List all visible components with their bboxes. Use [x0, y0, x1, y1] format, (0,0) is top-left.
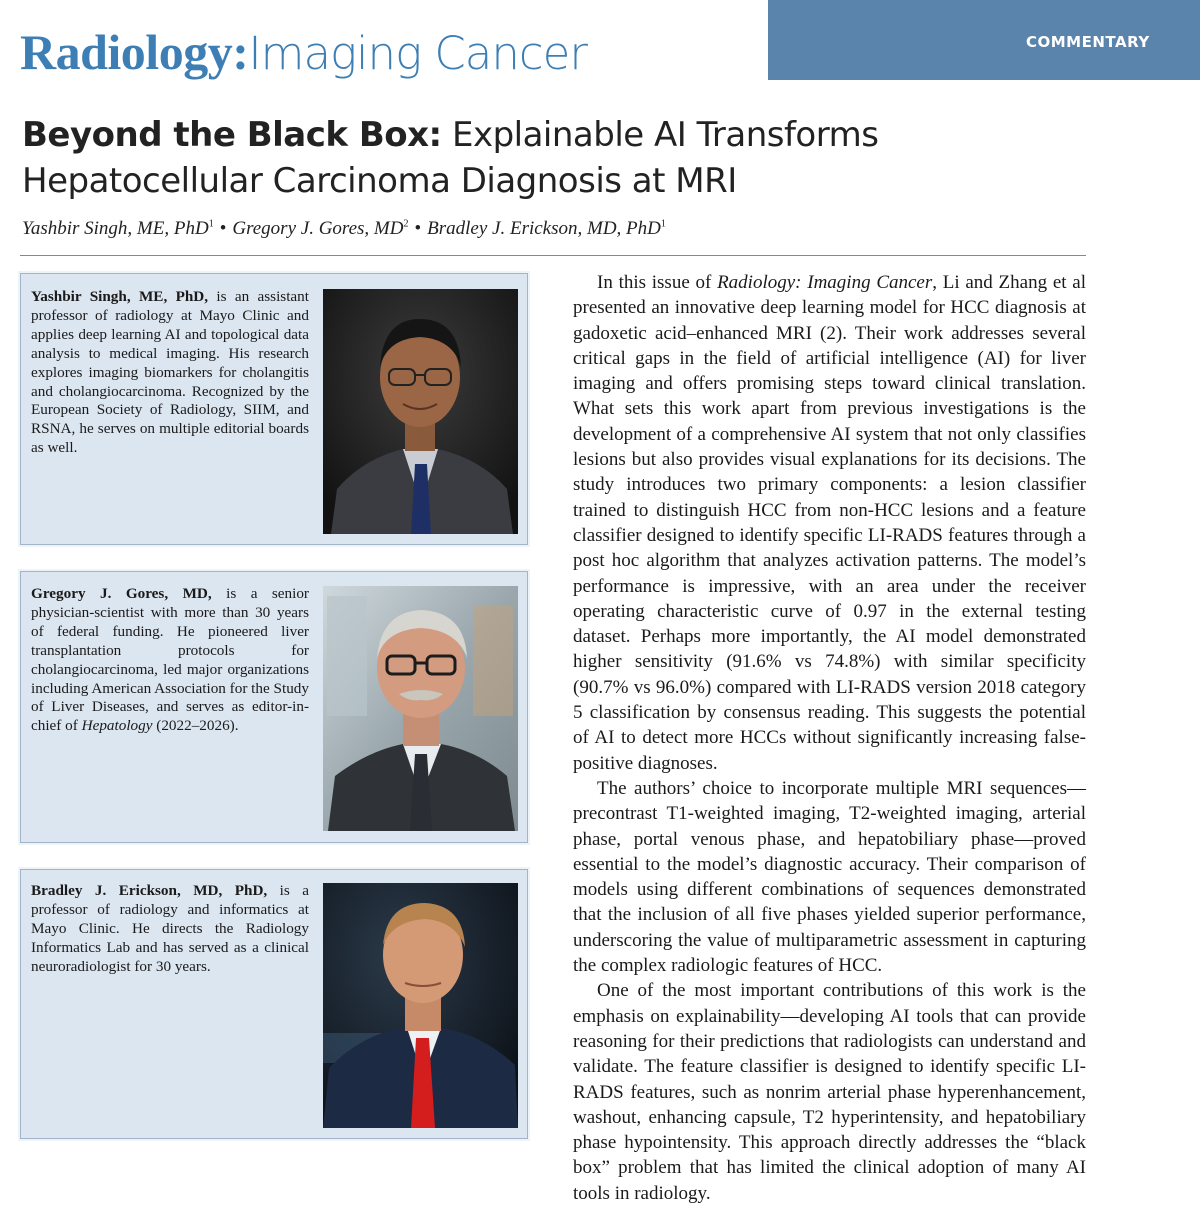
body-paragraph [573, 270, 1086, 776]
bio-author-name: Yashbir Singh, ME, PhD, [31, 288, 209, 305]
body-paragraph: One of the most important contributions of this work is the emphasis on explainability—developing AI tools that can provide reasoning for their predictions that radiologists can understand and validate. The feature classifier is designed to identify specific LI-RADS features, such as nonrim arterial phase hyperenhancement, washout, enhancing capsule, T2 hyperintensity, and hepatobiliary phase hypointensity. This approach directly addresses the “black box” problem that has limited the clinical adoption of many AI tools in radiology. [573, 980, 1086, 1204]
journal-reference: Radiology: Imaging Cancer [717, 272, 933, 293]
bio-description-tail: (2022–2026). [152, 717, 239, 735]
author-bio-card [20, 273, 528, 545]
article-title-rest: Explainable AI Transforms Hepatocellular Carcinoma Diagnosis at MRI [22, 115, 879, 201]
author-separator: • [414, 218, 422, 239]
author-portrait [323, 586, 518, 831]
paragraph-text: , Li and Zhang et al presented an innovative deep learning model for HCC diagnosis at gadoxetic acid–enhanced MRI (2). Their work addresses several critical gaps in the field of artificial intelligence (AI) for liver imaging and offers promising steps toward clinical translation. What sets this work apart from previous investigations is the development of a comprehensive AI system that not only classifies lesions but also provides visual explanations for its decisions. The study introduces two primary components: a lesion classifier trained to distinguish HCC from non-HCC lesions and a feature classifier designed to identify specific LI-RADS features through a post hoc algorithm that analyzes activation patterns. The model’s performance is impressive, with an area under the receiver operating characteristic curve of 0.97 in the external testing dataset. Perhaps more importantly, the AI model demonstrated higher sensitivity (91.6% vs 74.8%) with similar specificity (90.7% vs 96.0%) compared with LI-RADS version 2018 category 5 classification by consensus reading. This suggests the potential of AI to detect more HCCs without significantly increasing false-positive diagnoses. [573, 272, 1086, 774]
author-bio-text [31, 585, 309, 736]
header-divider [20, 255, 1086, 256]
author-portrait [323, 289, 518, 534]
author-bio-text [31, 882, 309, 977]
bio-description: is a professor of radiology and informatics at Mayo Clinic. He directs the Radiology Informatics Lab and has served as a clinical neuroradiologist for 30 years. [31, 882, 309, 975]
journal-name-serif: Radiology: [20, 24, 249, 80]
author-name: Yashbir Singh, ME, PhD [22, 218, 209, 239]
article-title [22, 112, 1122, 204]
author-affiliation: 1 [208, 218, 214, 230]
author-name: Gregory J. Gores, MD [232, 218, 404, 239]
bio-description: is a senior physician-scientist with more than 30 years of federal funding. He pioneered liver transplantation protocols for cholangiocarcinoma, led major organizations including American Association for the Study of Liver Diseases, and serves as editor-in-chief of [31, 585, 309, 735]
author-bio-card [20, 869, 528, 1139]
author-bio-text [31, 288, 309, 458]
bio-author-name: Bradley J. Erickson, MD, PhD, [31, 882, 268, 899]
bio-author-name: Gregory J. Gores, MD, [31, 585, 212, 602]
author-portrait [323, 883, 518, 1128]
author-bio-card [20, 571, 528, 843]
author-separator: • [219, 218, 227, 239]
journal-title [20, 22, 587, 84]
section-label: COMMENTARY [768, 0, 1200, 80]
journal-name-sans: Imaging Cancer [248, 27, 587, 80]
author-list [22, 218, 1122, 240]
article-title-lead: Beyond the Black Box: [22, 115, 442, 155]
article-body [573, 270, 1086, 1206]
author-affiliation: 2 [403, 218, 409, 230]
paragraph-text: In this issue of [597, 272, 718, 293]
author-affiliation: 1 [660, 218, 666, 230]
bio-journal-name: Hepatology [81, 717, 153, 735]
bio-description: is an assistant professor of radiology at Mayo Clinic and applies deep learning AI and topological data analysis to medical imaging. His research explores imaging biomarkers for cholangitis and cholangiocarcinoma. Recognized by the European Society of Radiology, SIIM, and RSNA, he serves on multiple editorial boards as well. [31, 288, 309, 457]
body-paragraph: The authors’ choice to incorporate multiple MRI sequences—precontrast T1-weighted imaging, T2-weighted imaging, arterial phase, portal venous phase, and hepatobiliary phase—proved essential to the model’s diagnostic accuracy. Their comparison of models using different combinations of sequences demonstrated that the inclusion of all five phases yielded superior performance, underscoring the value of multiparametric assessment in capturing the complex radiologic features of HCC. [573, 777, 1086, 977]
author-name: Bradley J. Erickson, MD, PhD [427, 218, 661, 239]
